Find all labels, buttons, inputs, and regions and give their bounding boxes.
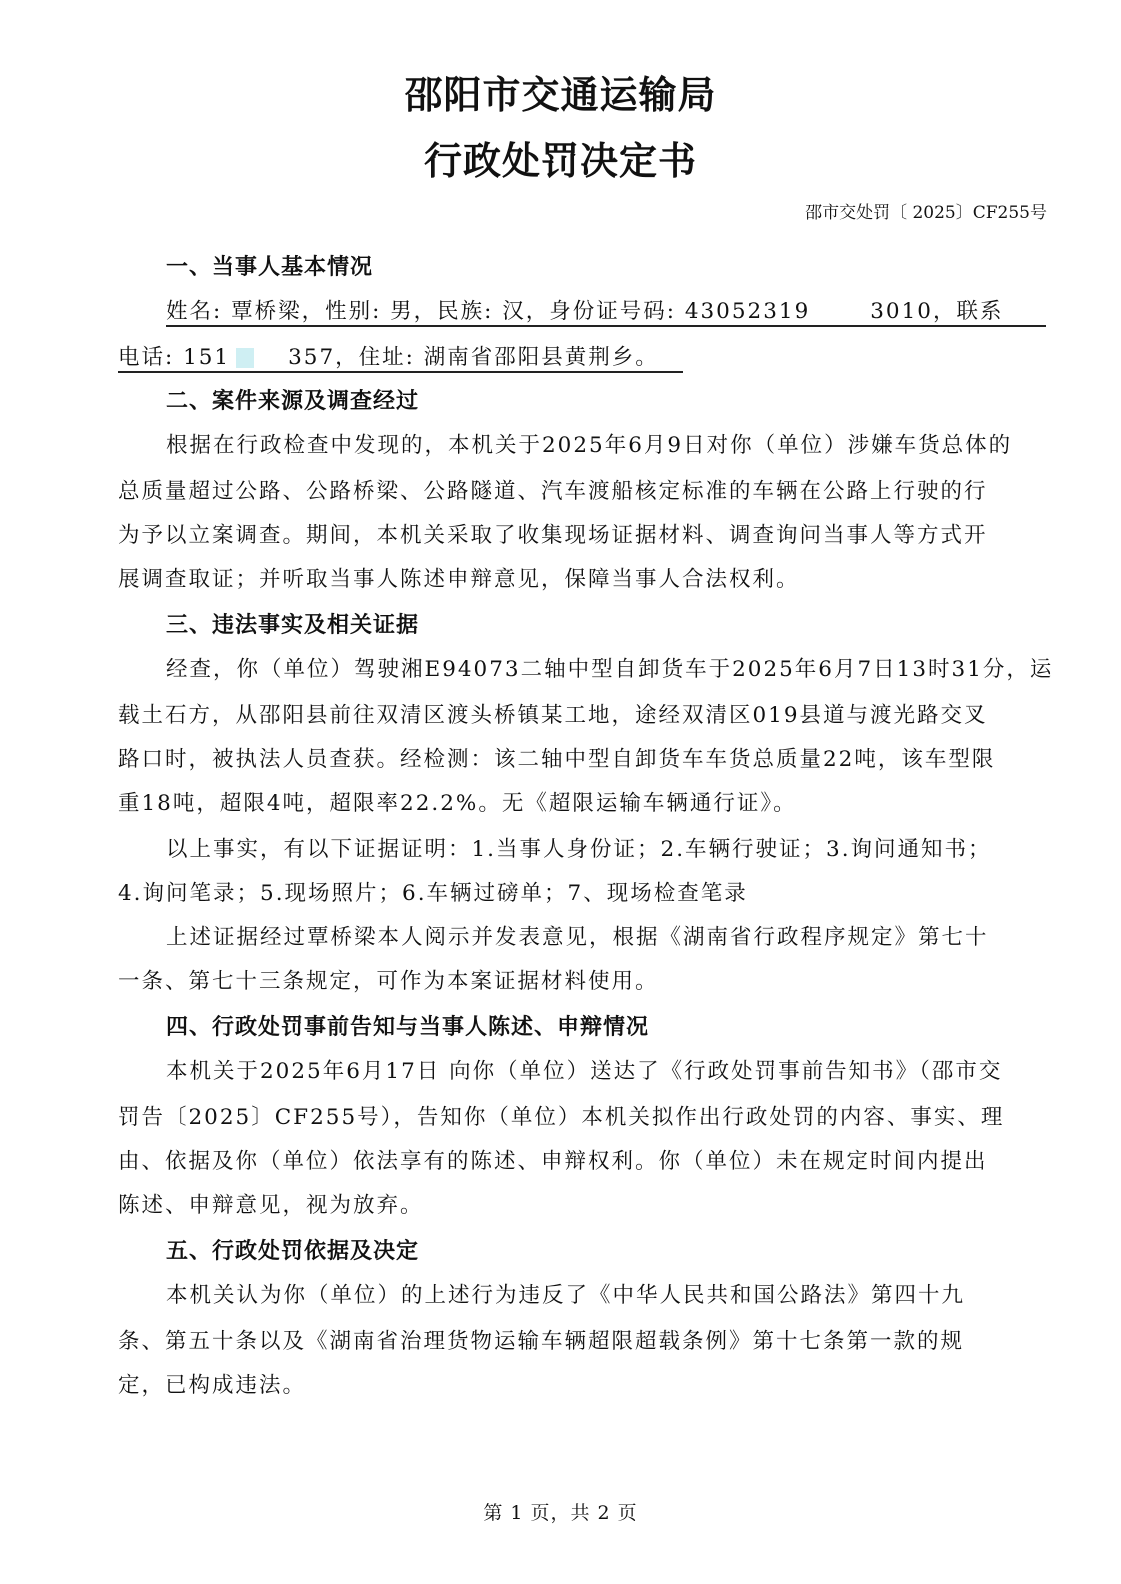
basis-line-1: 本机关认为你（单位）的上述行为违反了《中华人民共和国公路法》第四十九: [166, 1283, 966, 1308]
case-source-line-1: 根据在行政检查中发现的，本机关于2025年6月9日对你（单位）涉嫌车货总体的: [166, 433, 1013, 458]
facts-line-4: 重18吨，超限4吨，超限率22.2%。无《超限运输车辆通行证》。: [118, 791, 797, 816]
basis-line-2: 条、第五十条以及《湖南省治理货物运输车辆超限超载条例》第十七条第一款的规: [118, 1329, 965, 1354]
case-source-line-3: 为予以立案调查。期间，本机关采取了收集现场证据材料、调查询问当事人等方式开: [118, 523, 988, 548]
case-source-line-4: 展调查取证；并听取当事人陈述申辩意见，保障当事人合法权利。: [118, 567, 800, 592]
section-1-heading: 一、当事人基本情况: [166, 255, 374, 280]
case-source-line-2: 总质量超过公路、公路桥梁、公路隧道、汽车渡船核定标准的车辆在公路上行驶的行: [118, 479, 988, 504]
section-3-heading: 三、违法事实及相关证据: [166, 613, 420, 638]
document-number: 邵市交处罚〔 2025〕CF255号: [805, 203, 1047, 223]
redaction-mark: [236, 348, 254, 368]
party-info-line-1: [166, 294, 1046, 327]
evidence-line-4: 一条、第七十三条规定，可作为本案证据材料使用。: [118, 969, 659, 994]
notice-line-3: 由、依据及你（单位）依法享有的陈述、申辩权利。你（单位）未在规定时间内提出: [118, 1149, 988, 1174]
party-info-text-b: 3010，联系: [870, 299, 1004, 324]
evidence-line-1: 以上事实，有以下证据证明：1.当事人身份证；2.车辆行驶证；3.询问通知书；: [166, 837, 992, 862]
page-number: 第 1 页，共 2 页: [483, 1502, 638, 1524]
evidence-line-3: 上述证据经过覃桥梁本人阅示并发表意见，根据《湖南省行政程序规定》第七十: [166, 925, 989, 950]
section-5-heading: 五、行政处罚依据及决定: [166, 1239, 420, 1264]
party-phone-text: 电话: 151: [118, 345, 231, 370]
agency-title: 邵阳市交通运输局: [404, 73, 717, 117]
facts-line-2: 载土石方，从邵阳县前往双清区渡头桥镇某工地，途经双清区019县道与渡光路交叉: [118, 703, 988, 728]
facts-line-3: 路口时，被执法人员查获。经检测：该二轴中型自卸货车车货总质量22吨，该车型限: [118, 747, 996, 772]
section-2-heading: 二、案件来源及调查经过: [166, 389, 420, 414]
document-title: 行政处罚决定书: [423, 139, 697, 183]
party-address-text: 357，住址: 湖南省邵阳县黄荆乡。: [288, 345, 659, 370]
basis-line-3: 定，已构成违法。: [118, 1373, 307, 1398]
section-4-heading: 四、行政处罚事前告知与当事人陈述、申辩情况: [166, 1015, 650, 1040]
party-info-line-2: [118, 340, 683, 373]
notice-line-1: 本机关于2025年6月17日 向你（单位）送达了《行政处罚事前告知书》（邵市交: [166, 1059, 1003, 1084]
notice-line-4: 陈述、申辩意见，视为放弃。: [118, 1193, 424, 1218]
party-info-text-a: 姓名: 覃桥梁，性别: 男，民族: 汉，身份证号码: 43052319: [166, 299, 811, 324]
notice-line-2: 罚告〔2025〕CF255号），告知你（单位）本机关拟作出行政处罚的内容、事实、理: [118, 1105, 1005, 1130]
evidence-line-2: 4.询问笔录；5.现场照片；6.车辆过磅单；7、现场检查笔录: [118, 881, 748, 906]
facts-line-1: 经查，你（单位）驾驶湘E94073二轴中型自卸货车于2025年6月7日13时31分，运: [166, 657, 1054, 682]
